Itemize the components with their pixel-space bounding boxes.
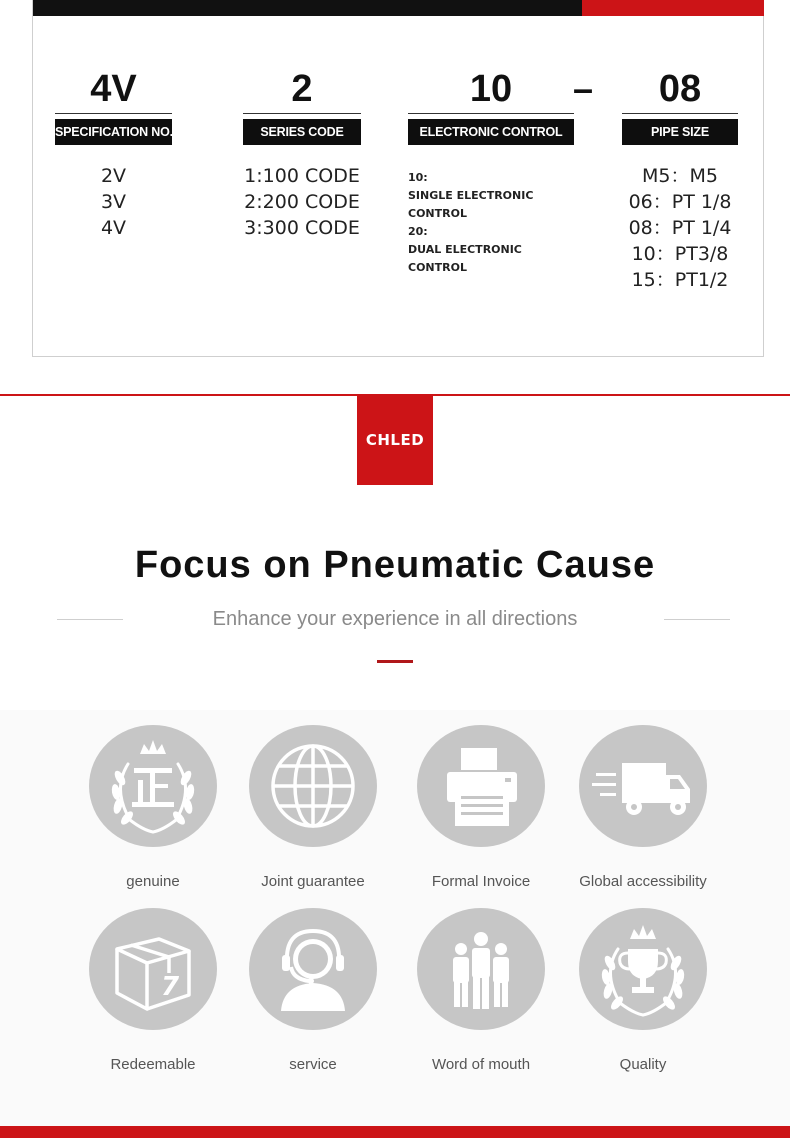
genuine-laurel-icon xyxy=(89,725,217,847)
feature-formal-invoice xyxy=(396,725,566,891)
printer-icon xyxy=(417,725,545,847)
section-title: Focus on Pneumatic Cause xyxy=(134,544,656,586)
features-grid xyxy=(0,710,790,1126)
spec-options xyxy=(243,163,361,241)
option: 20: xyxy=(408,225,428,238)
code-underline xyxy=(408,113,574,114)
globe-icon xyxy=(249,725,377,847)
section-subtitle: Enhance your experience in all directions xyxy=(212,608,578,630)
code-separator: – xyxy=(573,68,594,109)
feature-label: Global accessibility xyxy=(579,873,707,890)
header-bar-red xyxy=(582,0,764,16)
spec-options xyxy=(408,169,574,277)
footer-bar xyxy=(0,1126,790,1138)
spec-column-electronic-control xyxy=(408,66,574,277)
feature-word-of-mouth xyxy=(396,908,566,1074)
delivery-truck-icon xyxy=(579,725,707,847)
feature-label: Redeemable xyxy=(110,1056,196,1073)
brand-logo xyxy=(357,394,433,485)
spec-label: SPECIFICATION NO. xyxy=(55,119,172,145)
code-underline xyxy=(55,113,172,114)
code-underline xyxy=(622,113,738,114)
feature-label: Quality xyxy=(619,1056,667,1073)
option: DUAL ELECTRONIC CONTROL xyxy=(408,243,522,274)
spec-label: ELECTRONIC CONTROL xyxy=(408,119,574,145)
feature-label: genuine xyxy=(126,873,180,890)
option: 1:100 CODE xyxy=(244,165,360,187)
trophy-icon xyxy=(579,908,707,1030)
spec-card xyxy=(32,0,764,357)
option: 2:200 CODE xyxy=(244,191,360,213)
feature-service xyxy=(228,908,398,1074)
option: 10：PT3/8 xyxy=(631,243,729,265)
spec-code: 08 xyxy=(658,68,702,110)
feature-redeemable xyxy=(68,908,238,1074)
option: 15：PT1/2 xyxy=(631,269,729,291)
subtitle-line-right xyxy=(664,619,730,620)
spec-column-series xyxy=(243,66,361,241)
header-bar-black xyxy=(33,0,582,16)
option: 4V xyxy=(100,217,127,239)
spec-label: PIPE SIZE xyxy=(622,119,738,145)
people-icon xyxy=(417,908,545,1030)
feature-label: Joint guarantee xyxy=(261,873,365,890)
feature-label: Word of mouth xyxy=(431,1056,531,1073)
feature-label: service xyxy=(289,1056,337,1073)
headset-icon xyxy=(249,908,377,1030)
spec-label: SERIES CODE xyxy=(243,119,361,145)
option: 3V xyxy=(100,191,127,213)
feature-joint-guarantee xyxy=(228,725,398,891)
svg-text:7: 7 xyxy=(161,972,180,1002)
option: 2V xyxy=(100,165,127,187)
option: 06：PT 1/8 xyxy=(628,191,732,213)
feature-quality xyxy=(558,908,728,1074)
code-underline xyxy=(243,113,361,114)
option: 10: xyxy=(408,171,428,184)
spec-column-pipe-size xyxy=(622,66,738,293)
feature-global-accessibility xyxy=(558,725,728,891)
feature-genuine xyxy=(68,725,238,891)
spec-code: 2 xyxy=(291,68,313,110)
feature-label: Formal Invoice xyxy=(431,873,531,890)
spec-code: 4V xyxy=(90,68,137,110)
return-box-icon xyxy=(89,908,217,1030)
option: 3:300 CODE xyxy=(244,217,360,239)
accent-underline xyxy=(377,660,413,663)
subtitle-row xyxy=(0,606,790,632)
spec-code: 10 xyxy=(469,68,513,110)
option: SINGLE ELECTRONIC CONTROL xyxy=(408,189,534,220)
spec-options xyxy=(622,163,738,293)
option: M5：M5 xyxy=(642,165,718,187)
spec-column-specification xyxy=(55,66,172,241)
logo-text: CHLED xyxy=(365,430,425,449)
spec-options xyxy=(55,163,172,241)
option: 08：PT 1/4 xyxy=(628,217,732,239)
